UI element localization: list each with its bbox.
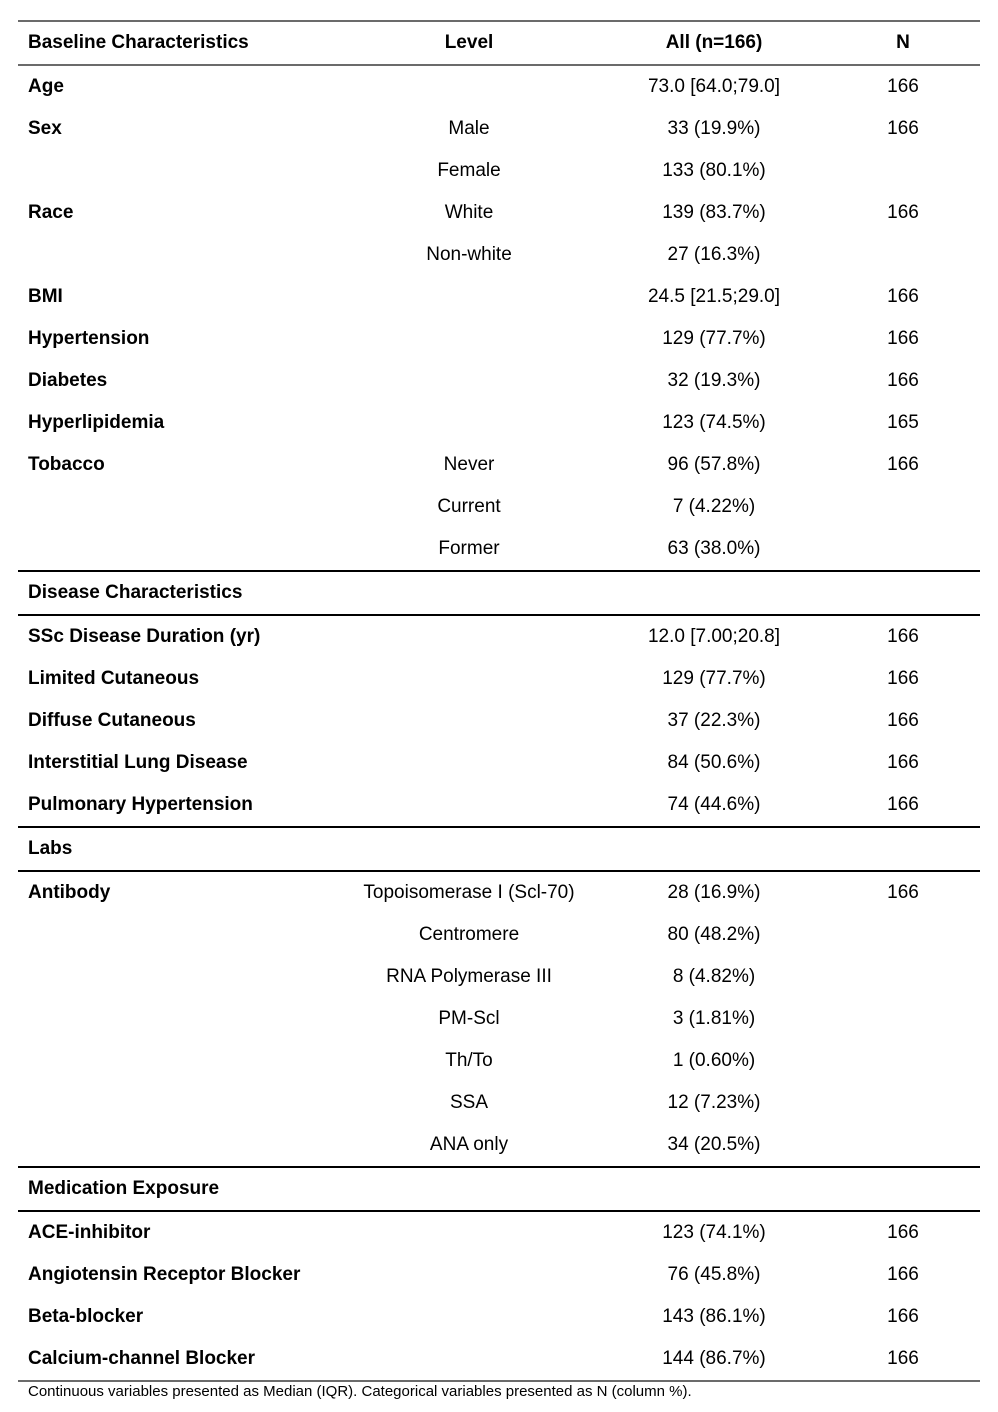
row-value: 123 (74.5%) — [662, 412, 766, 433]
row-label: Hyperlipidemia — [28, 412, 165, 433]
row-value: 133 (80.1%) — [662, 160, 766, 181]
row-label: Calcium-channel Blocker — [28, 1348, 256, 1369]
row-level: Female — [437, 160, 501, 181]
row-value: 129 (77.7%) — [662, 328, 766, 349]
row-value: 63 (38.0%) — [667, 538, 761, 559]
header-n: N — [896, 32, 910, 53]
row-value: 7 (4.22%) — [672, 496, 756, 517]
row-value: 24.5 [21.5;29.0] — [647, 286, 781, 307]
table-row — [18, 872, 980, 914]
row-level: ANA only — [429, 1134, 509, 1155]
row-n: 165 — [887, 412, 919, 433]
table-row — [18, 742, 980, 784]
row-n: 166 — [887, 794, 919, 815]
row-value: 37 (22.3%) — [667, 710, 761, 731]
table-row — [18, 360, 980, 402]
row-label: Sex — [28, 118, 62, 139]
row-label: Diabetes — [28, 370, 108, 391]
row-n: 166 — [887, 710, 919, 731]
table-row — [18, 914, 980, 956]
row-value: 12.0 [7.00;20.8] — [647, 626, 781, 647]
row-value: 33 (19.9%) — [667, 118, 761, 139]
row-value: 32 (19.3%) — [667, 370, 761, 391]
row-n: 166 — [887, 626, 919, 647]
row-label: Beta-blocker — [28, 1306, 144, 1327]
section-header-medications: Medication Exposure — [28, 1178, 220, 1199]
row-n: 166 — [887, 76, 919, 97]
header-level: Level — [444, 32, 494, 53]
row-value: 28 (16.9%) — [667, 882, 761, 903]
row-n: 166 — [887, 668, 919, 689]
table-row — [18, 108, 980, 150]
baseline-characteristics-table — [18, 20, 980, 1382]
table-row — [18, 658, 980, 700]
row-n: 166 — [887, 454, 919, 475]
row-value: 129 (77.7%) — [662, 668, 766, 689]
table-row — [18, 998, 980, 1040]
row-value: 3 (1.81%) — [672, 1008, 756, 1029]
row-level: SSA — [449, 1092, 489, 1113]
bottom-rule — [18, 1380, 980, 1382]
row-label: ACE-inhibitor — [28, 1222, 151, 1243]
row-n: 166 — [887, 752, 919, 773]
header-characteristic: Baseline Characteristics — [28, 32, 249, 53]
row-label: Hypertension — [28, 328, 150, 349]
row-level: White — [444, 202, 494, 223]
table-row — [18, 528, 980, 570]
section-header-labs: Labs — [28, 838, 73, 859]
row-level: Current — [437, 496, 501, 517]
table-row — [18, 1212, 980, 1254]
labs-section — [18, 872, 980, 1166]
row-label: Antibody — [28, 882, 111, 903]
row-value: 1 (0.60%) — [672, 1050, 756, 1071]
row-value: 84 (50.6%) — [667, 752, 761, 773]
row-level: Male — [448, 118, 490, 139]
table-row — [18, 318, 980, 360]
disease-section — [18, 616, 980, 826]
row-n: 166 — [887, 882, 919, 903]
row-label: Pulmonary Hypertension — [28, 794, 253, 815]
row-value: 73.0 [64.0;79.0] — [647, 76, 781, 97]
row-n: 166 — [887, 286, 919, 307]
row-label: Race — [28, 202, 74, 223]
row-value: 76 (45.8%) — [667, 1264, 761, 1285]
row-level: PM-Scl — [438, 1008, 500, 1029]
row-value: 12 (7.23%) — [667, 1092, 761, 1113]
row-level: Topoisomerase I (Scl-70) — [363, 882, 575, 903]
table-row — [18, 1040, 980, 1082]
row-label: Diffuse Cutaneous — [28, 710, 196, 731]
row-label: Interstitial Lung Disease — [28, 752, 248, 773]
row-n: 166 — [887, 370, 919, 391]
row-level: Centromere — [418, 924, 520, 945]
table-row — [18, 402, 980, 444]
row-label: BMI — [28, 286, 63, 307]
row-value: 80 (48.2%) — [667, 924, 761, 945]
row-n: 166 — [887, 202, 919, 223]
row-value: 123 (74.1%) — [662, 1222, 766, 1243]
row-level: Former — [438, 538, 500, 559]
table-row — [18, 444, 980, 486]
row-label: Age — [28, 76, 64, 97]
table-row — [18, 616, 980, 658]
table-row — [18, 150, 980, 192]
row-label: Limited Cutaneous — [28, 668, 200, 689]
row-value: 139 (83.7%) — [662, 202, 766, 223]
row-n: 166 — [887, 1222, 919, 1243]
row-value: 96 (57.8%) — [667, 454, 761, 475]
table-row — [18, 700, 980, 742]
header-all: All (n=166) — [665, 32, 763, 53]
row-value: 27 (16.3%) — [667, 244, 761, 265]
section-header-disease: Disease Characteristics — [28, 582, 243, 603]
table-row — [18, 1338, 980, 1380]
row-label: SSc Disease Duration (yr) — [28, 626, 261, 647]
row-level: Never — [443, 454, 495, 475]
baseline-section — [18, 66, 980, 570]
table-row — [18, 1082, 980, 1124]
table-header-row — [18, 22, 980, 64]
row-n: 166 — [887, 118, 919, 139]
table-row — [18, 276, 980, 318]
table-row — [18, 1124, 980, 1166]
table-row — [18, 486, 980, 528]
row-level: RNA Polymerase III — [386, 966, 552, 987]
table-row — [18, 784, 980, 826]
table-row — [18, 956, 980, 998]
table-row — [18, 66, 980, 108]
row-label: Tobacco — [28, 454, 105, 475]
row-level: Th/To — [445, 1050, 493, 1071]
table-row — [18, 192, 980, 234]
table-row — [18, 1254, 980, 1296]
row-label: Angiotensin Receptor Blocker — [28, 1264, 301, 1285]
row-level: Non-white — [426, 244, 512, 265]
row-n: 166 — [887, 1348, 919, 1369]
row-value: 34 (20.5%) — [667, 1134, 761, 1155]
table-footnote: Continuous variables presented as Median (IQR). Categorical variables presented as N (column %). — [28, 1383, 692, 1400]
row-n: 166 — [887, 1306, 919, 1327]
row-value: 143 (86.1%) — [662, 1306, 766, 1327]
row-n: 166 — [887, 328, 919, 349]
row-value: 8 (4.82%) — [672, 966, 756, 987]
table-row — [18, 1296, 980, 1338]
medications-section — [18, 1212, 980, 1380]
row-value: 144 (86.7%) — [662, 1348, 766, 1369]
row-n: 166 — [887, 1264, 919, 1285]
table-row — [18, 234, 980, 276]
row-value: 74 (44.6%) — [667, 794, 761, 815]
